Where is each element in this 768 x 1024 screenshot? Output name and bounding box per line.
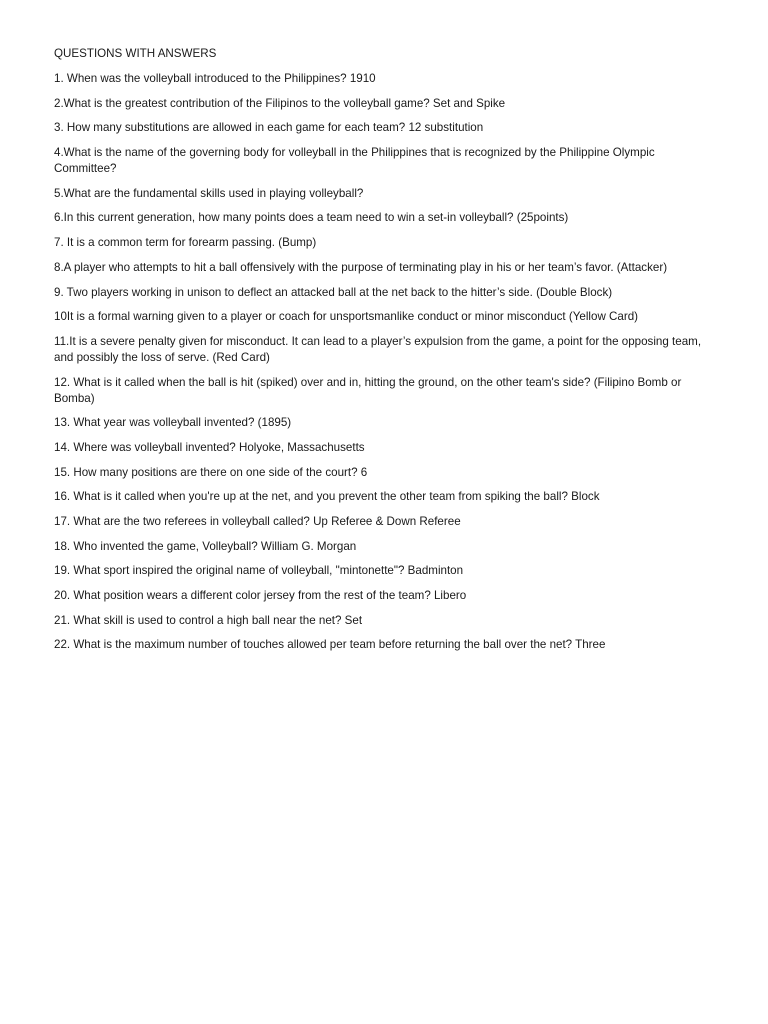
question-item-20: 20. What position wears a different color jersey from the rest of the team? Libero: [54, 589, 467, 603]
question-item-21: 21. What skill is used to control a high ball near the net? Set: [54, 613, 363, 627]
question-item-16: 16. What is it called when you're up at the net, and you prevent the other team from spiking the ball? Block: [54, 490, 600, 504]
question-item-17: 17. What are the two referees in volleyball called? Up Referee & Down Referee: [54, 515, 461, 528]
question-item-15: 15. How many positions are there on one side of the court? 6: [54, 465, 368, 479]
question-item-2: 2.What is the greatest contribution of the Filipinos to the volleyball game? Set and Spike: [54, 96, 506, 110]
document-title: QUESTIONS WITH ANSWERS: [54, 47, 217, 60]
question-item-10: 10It is a formal warning given to a player or coach for unsportsmanlike conduct or minor misconduct (Yellow Card): [54, 310, 639, 324]
question-item-14: 14. Where was volleyball invented? Holyoke, Massachusetts: [54, 440, 365, 454]
question-item-8: 8.A player who attempts to hit a ball offensively with the purpose of terminating play in his or her team’s favor. (Attacker): [54, 260, 668, 274]
question-item-18: 18. Who invented the game, Volleyball? William G. Morgan: [54, 539, 357, 553]
question-item-1: 1. When was the volleyball introduced to the Philippines? 1910: [54, 72, 376, 85]
question-item-9: 9. Two players working in unison to deflect an attacked ball at the net back to the hitter’s side. (Double Block): [54, 285, 613, 299]
question-item-4: 4.What is the name of the governing body for volleyball in the Philippines that is recognized by the Philippine Olympic Committee?: [54, 146, 655, 176]
question-list: [54, 71, 718, 653]
question-item-12: 12. What is it called when the ball is hit (spiked) over and in, hitting the ground, on the other team's side? (Filipino Bomb or Bomba): [54, 375, 682, 405]
question-item-11: 11.It is a severe penalty given for misconduct. It can lead to a player’s expulsion from the game, a point for the opposing team, and possibly the loss of serve. (Red Card): [54, 334, 702, 364]
question-item-22: 22. What is the maximum number of touches allowed per team before returning the ball over the net? Three: [54, 638, 606, 652]
question-item-6: 6.In this current generation, how many points does a team need to win a set-in volleyball? (25points): [54, 211, 569, 225]
document-page: [54, 46, 718, 662]
question-item-13: 13. What year was volleyball invented? (1895): [54, 416, 292, 430]
question-item-5: 5.What are the fundamental skills used in playing volleyball?: [54, 186, 364, 200]
question-item-3: 3. How many substitutions are allowed in each game for each team? 12 substitution: [54, 121, 484, 135]
question-item-7: 7. It is a common term for forearm passing. (Bump): [54, 236, 317, 250]
question-item-19: 19. What sport inspired the original name of volleyball, "mintonette"? Badminton: [54, 564, 464, 578]
